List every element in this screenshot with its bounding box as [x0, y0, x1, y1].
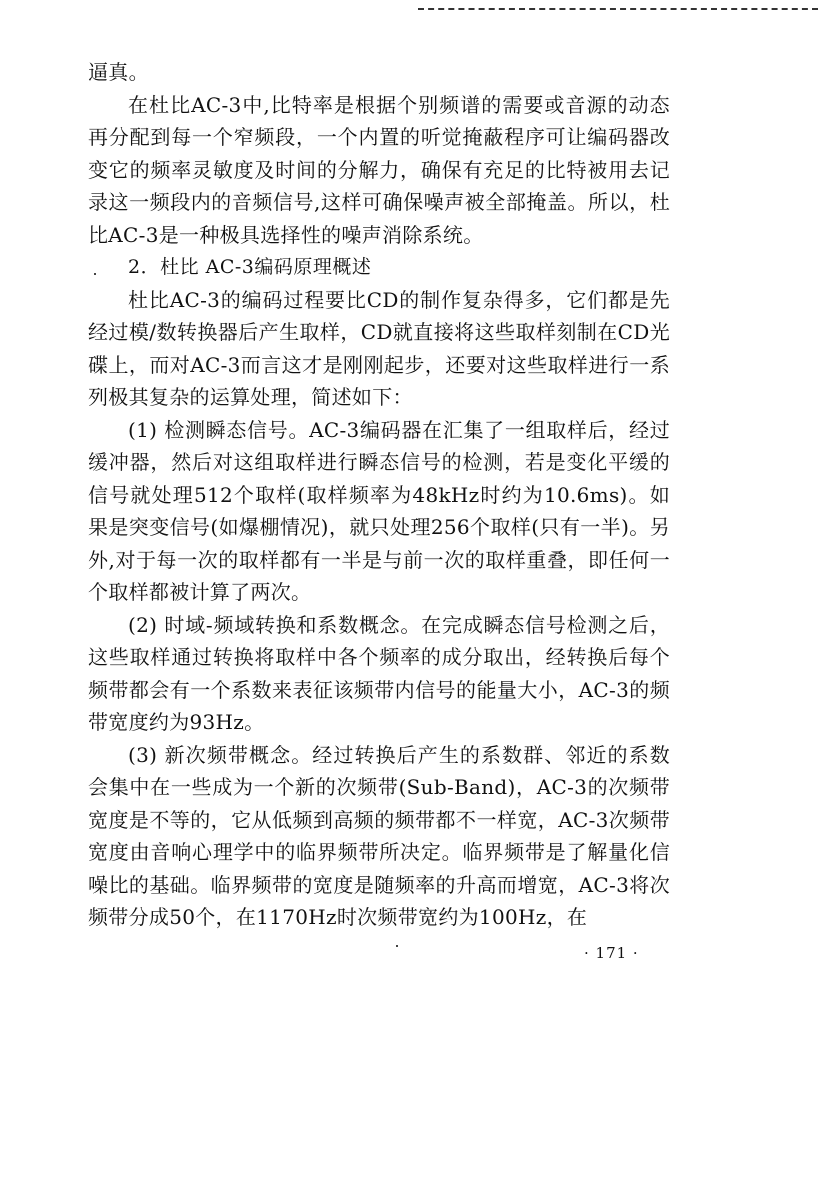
scan-speck — [396, 945, 398, 947]
paragraph-time-frequency: (2) 时域-频域转换和系数概念。在完成瞬态信号检测之后，这些取样通过转换将取样中各个频率的成分取出，经转换后每个频带都会有一个系数来表征该频带内信号的能量大小，AC-3的频带宽度约为93Hz。 — [88, 612, 670, 734]
page-body — [88, 56, 670, 934]
page-number: · 171 · — [584, 944, 639, 962]
paragraph-transient-detection: (1) 检测瞬态信号。AC-3编码器在汇集了一组取样后，经过缓冲器，然后对这组取样进行瞬态信号的检测，若是变化平缓的信号就处理512个取样(取样频率为48kHz时约为10.6ms)。如果是突变信号(如爆棚情况)，就只处理256个取样(只有一半)。另外,对于每一次的取样都有一半是与前一次的取样重叠，即任何一个取样都被计算了两次。 — [88, 417, 670, 604]
top-dashed-rule — [418, 8, 818, 10]
scan-speck — [94, 273, 96, 275]
paragraph-encoding-overview: 杜比AC-3的编码过程要比CD的制作复杂得多，它们都是先经过模/数转换器后产生取样，CD就直接将这些取样刻制在CD光碟上，而对AC-3而言这才是刚刚起步，还要对这些取样进行一系列极其复杂的运算处理，简述如下： — [88, 287, 670, 409]
section-heading: 2．杜比 AC-3编码原理概述 — [128, 256, 372, 278]
paragraph-sub-band: (3) 新次频带概念。经过转换后产生的系数群、邻近的系数会集中在一些成为一个新的次频带(Sub-Band)，AC-3的次频带宽度是不等的，它从低频到高频的频带都不一样宽，AC-3次频带宽度由音响心理学中的临界频带所决定。临界频带是了解量化信噪比的基础。临界频带的宽度是随频率的升高而增宽，AC-3将次频带分成50个，在1170Hz时次频带宽约为100Hz，在 — [88, 742, 670, 929]
paragraph-continuation: 逼真。 — [88, 60, 149, 84]
paragraph-ac3-bitrate: 在杜比AC-3中,比特率是根据个别频谱的需要或音源的动态再分配到每一个窄频段，一个内置的听觉掩蔽程序可让编码器改变它的频率灵敏度及时间的分解力，确保有充足的比特被用去记录这一频段内的音频信号,这样可确保噪声被全部掩盖。所以，杜比AC-3是一种极具选择性的噪声消除系统。 — [88, 92, 670, 247]
